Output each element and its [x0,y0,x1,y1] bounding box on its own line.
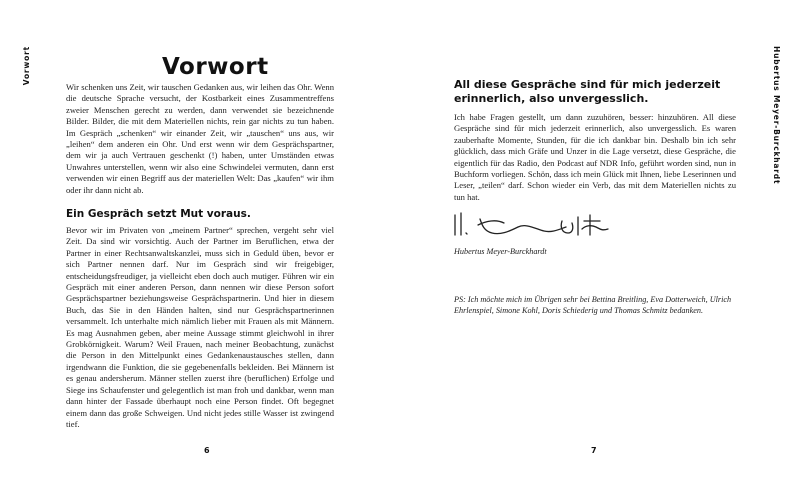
running-head-left: Vorwort [22,46,31,86]
signature-name: Hubertus Meyer-Burckhardt [454,247,547,256]
running-head-right: Hubertus Meyer-Burckhardt [772,46,781,185]
signature-image [452,205,622,245]
page-number-right: 7 [591,446,597,455]
closing-paragraph: Ich habe Fragen gestellt, um dann zuzuhören, besser: hinzuhören. All diese Gespräche sind für mich jederzeit erinnerlich, also unvergesslich. Es waren zauberhafte Momente, Stunden, für die ich dankbar bin. Deshalb bin ich sehr glücklich, dass mich Gräfe und Unzer in die Lage versetzt, diese Gespräche, die eigentlich für das Radio, den Podcast auf NDR Info, geführt worden sind, nun in Buchform vorliegen. Schön, dass ich mein Glück mit Ihnen, liebe Leserinnen und Leser, „teilen“ darf. Schon wieder ein Verb, das mit dem Materiellen nichts zu tun hat. [454,112,736,202]
postscript: PS: Ich möchte mich im Übrigen sehr bei Bettina Breitling, Eva Dotterweich, Ulrich Ehrlenspiel, Simone Kohl, Doris Schiederig und Thomas Schmitz bedanken. [454,295,732,316]
intro-paragraph: Wir schenken uns Zeit, wir tauschen Gedanken aus, wir leihen das Ohr. Wenn die deutsche Sprache versucht, der Kostbarkeit eines Zusammentreffens zweier Menschen gerecht zu werden, dann verwendet sie bezeichnende Bilder. Bilder, die mit dem Materiellen nichts, rein gar nichts zu tun haben. Im Gespräch „schenken“ wir einander Zeit, wir „tauschen“ uns aus, wir „leihen“ dem anderen ein Ohr. Und erst wenn wir dem Gesprächspartner, dem wir ja auch Vertrauen geschenkt (!) haben, unter Umständen etwas Unwahres unterstellen, wenn wir also eine Schwindelei vermuten, dann erst verwenden wir einen Begriff aus der materiellen Welt: Das „kaufen“ wir ihm oder ihr dann nicht ab. [66,82,334,195]
page-number-left: 6 [204,446,210,455]
body-paragraph: Bevor wir im Privaten von „meinem Partner“ sprechen, vergeht sehr viel Zeit. Da sind wir vorsichtig. Auch der Partner im Beruflichen, etwa der Partner in einer Rechtsanwaltskanzlei, muss sich in Geduld üben, bevor er sich Partner nennen darf. Nur im Gespräch sind wir freigebiger, entscheidungsfreudiger, ja vielleicht eben doch auch mutiger. Führen wir ein Gespräch mit einer anderen Person, dann nennen wir diese Person sofort Gesprächspartner beziehungsweise Gesprächspartnerin. Und hier in diesem Buch, das Sie in den Händen halten, sind nur Gesprächspartnerinnen versammelt. Ich unterhalte mich nämlich lieber mit Frauen als mit Männern. Es mag Ausnahmen geben, aber meine Aussage stimmt gleichwohl in ihrer Grobkörnigkeit. Warum? Weil Frauen, nach meiner Beobachtung, zunächst die Person in den Mittelpunkt eines Gedankenaustausches stellen, dann irgendwann die Funktion, die sie gegebenenfalls bekleiden. Bei Männern ist es genau andersherum. Männer stellen zuerst ihre (beruflichen) Erfolge und Siege ins Schaufenster und gelegentlich ist man froh und dankbar, wenn man dann hinter der Fassade überhaupt noch eine Person findet. Oft begegnet einem dann das große Schweigen. Und nicht jedes stille Wasser ist zwingend tief. [66,225,334,429]
pull-quote: All diese Gespräche sind für mich jederzeit erinnerlich, also unvergesslich. [454,78,721,105]
page-title: Vorwort [162,54,269,80]
section-subheading: Ein Gespräch setzt Mut voraus. [66,208,251,220]
